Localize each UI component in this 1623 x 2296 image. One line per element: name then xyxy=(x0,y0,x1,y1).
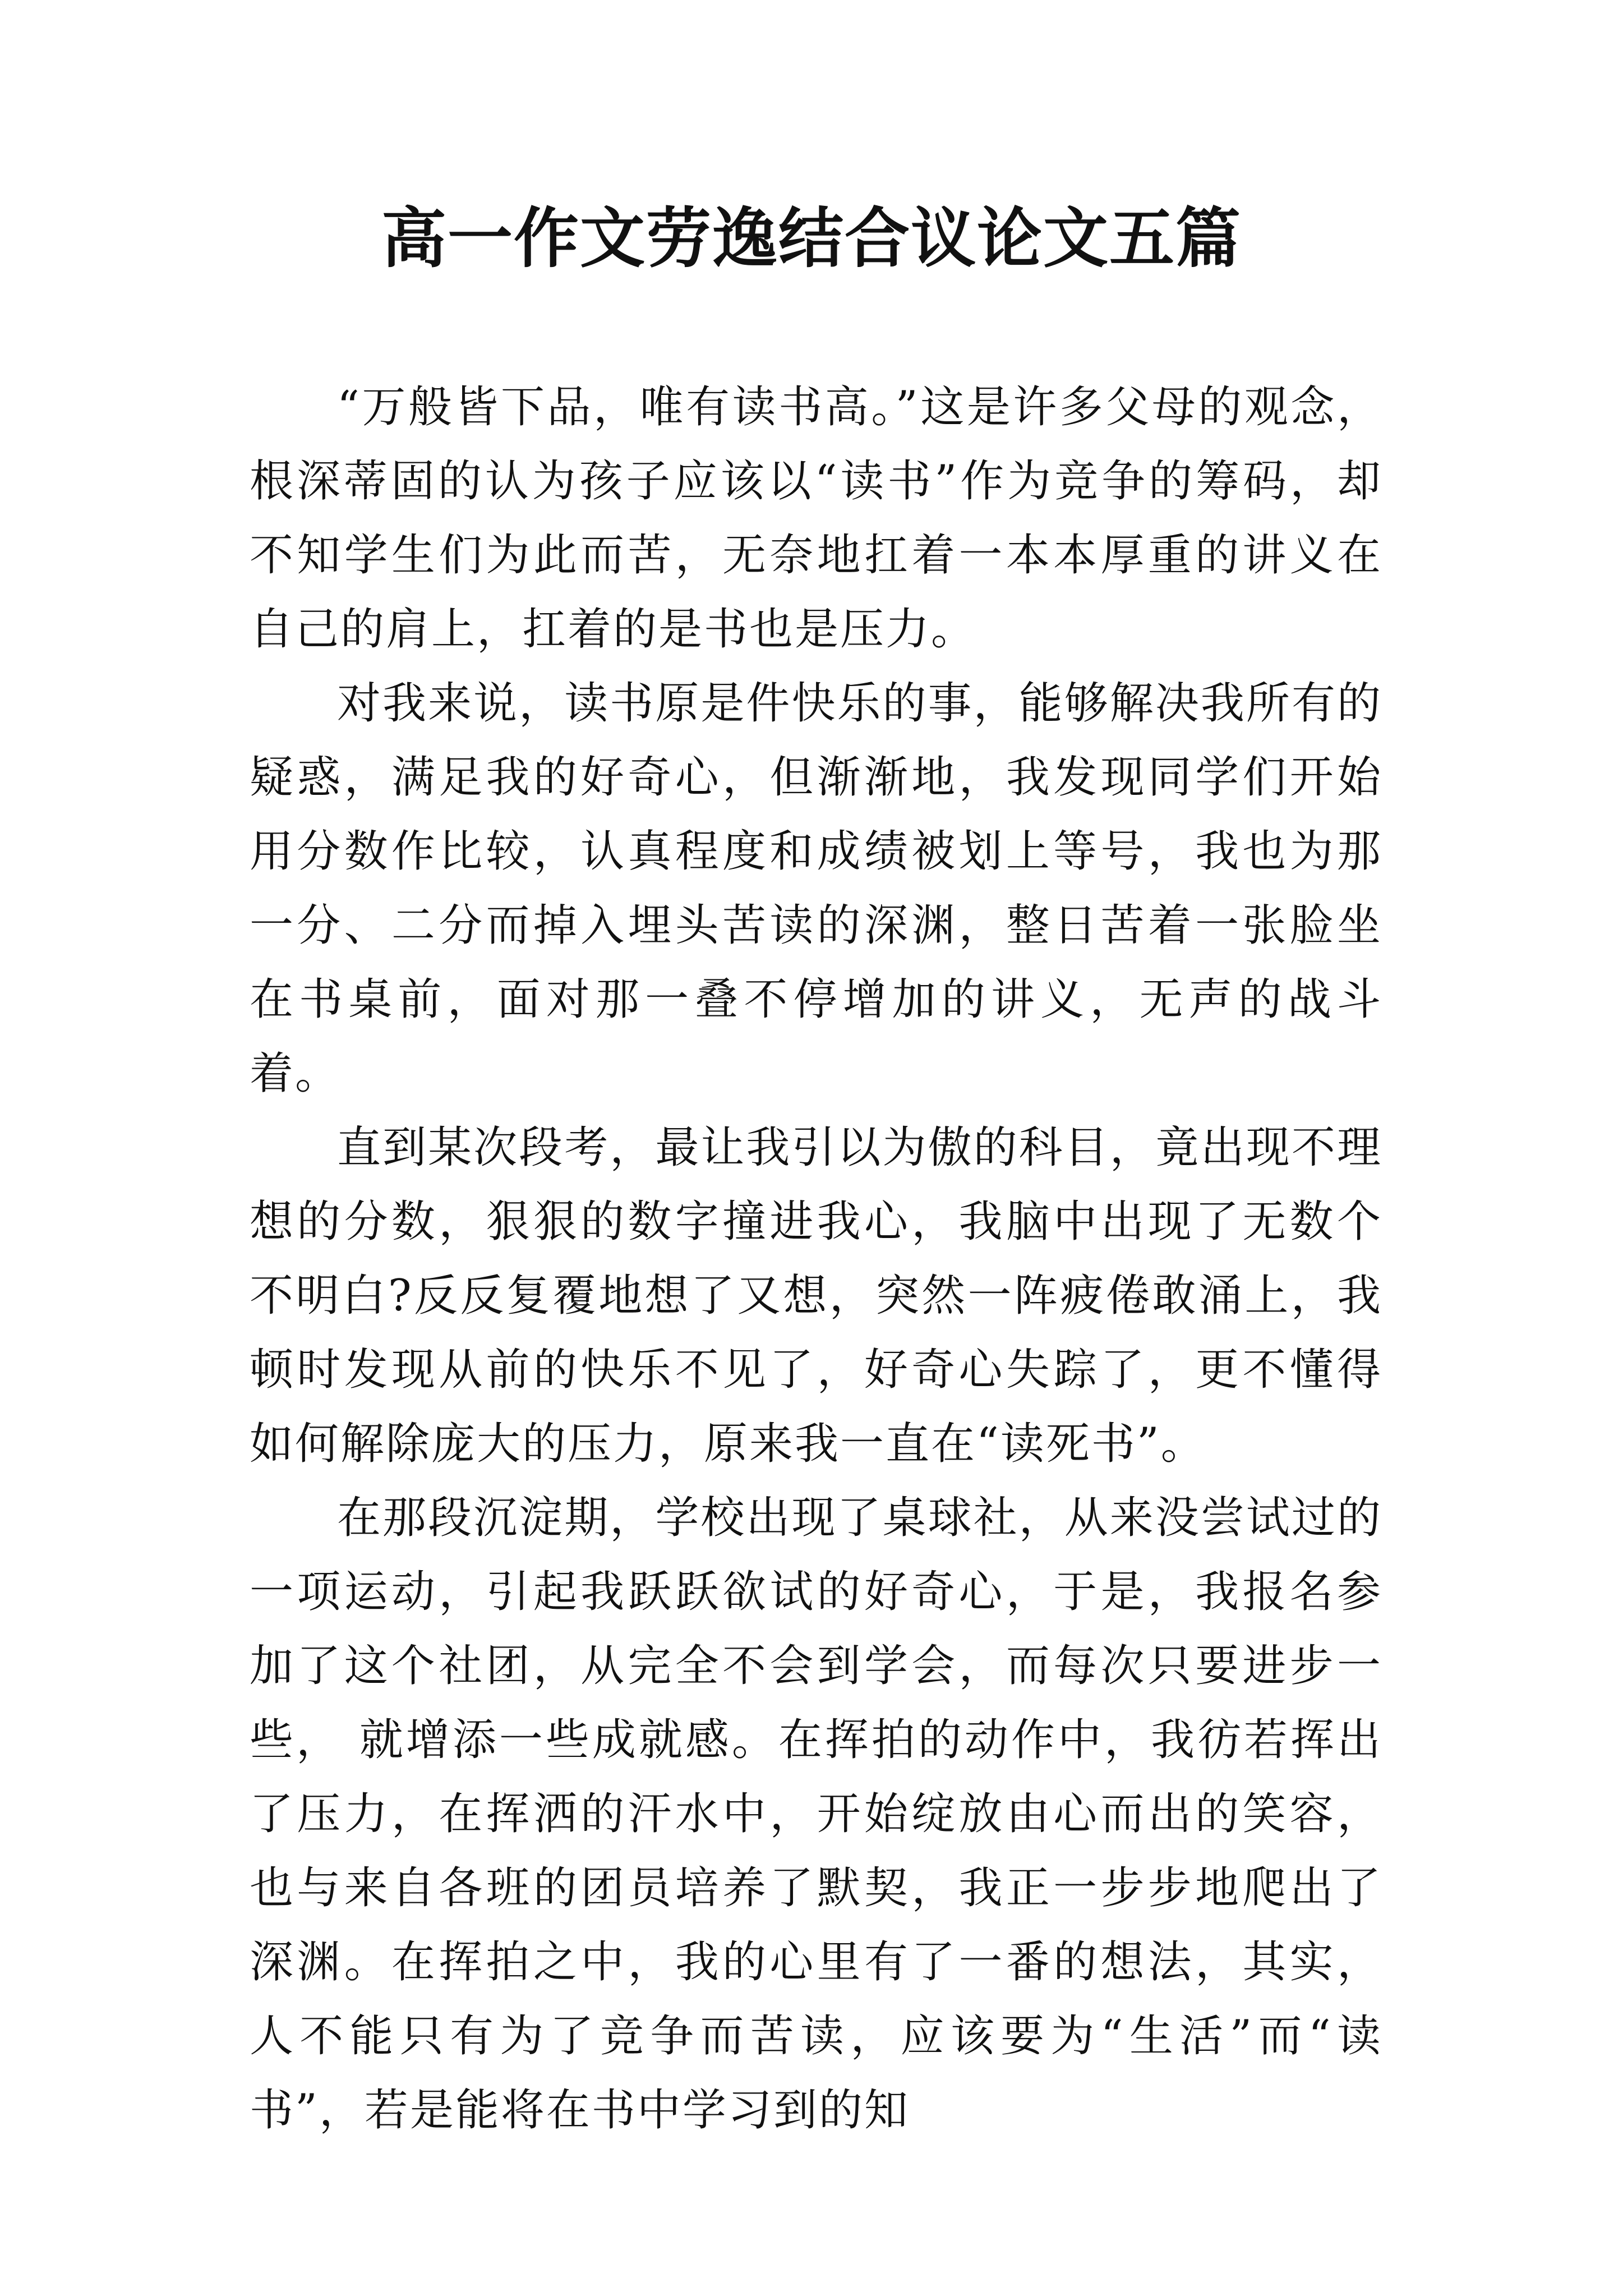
paragraph-3: 直到某次段考，最让我引以为傲的科目，竟出现不理想的分数，狠狠的数字撞进我心，我脑中出现了无数个不明白?反反复覆地想了又想，突然一阵疲倦敢涌上，我顿时发现从前的快乐不见了，好奇心失踪了，更不懂得如何解除庞大的压力，原来我一直在“读死书”。 xyxy=(250,1122,1382,1469)
paragraph-4: 在那段沉淀期，学校出现了桌球社，从来没尝试过的一项运动，引起我跃跃欲试的好奇心，于是，我报名参加了这个社团，从完全不会到学会，而每次只要进步一些， 就增添一些成就感。在挥拍的动作中，我彷若挥出了压力，在挥洒的汗水中，开始绽放由心而出的笑容，也与来自各班的团员培养了默契，我正一步步地爬出了深渊。在挥拍之中，我的心里有了一番的想法，其实，人不能只有为了竞争而苦读，应该要为“生活”而“读书”，若是能将在书中学习到的知 xyxy=(250,1493,1382,2136)
document-body xyxy=(250,370,1382,2147)
paragraph-2: 对我来说，读书原是件快乐的事，能够解决我所有的疑惑，满足我的好奇心，但渐渐地，我发现同学们开始用分数作比较，认真程度和成绩被划上等号，我也为那一分、二分而掉入埋头苦读的深渊，整日苦着一张脸坐在书桌前，面对那一叠不停增加的讲义，无声的战斗着。 xyxy=(250,678,1382,1099)
paragraph-1: “万般皆下品，唯有读书高。”这是许多父母的观念，根深蒂固的认为孩子应该以“读书”作为竞争的筹码，却不知学生们为此而苦，无奈地扛着一本本厚重的讲义在自己的肩上，扛着的是书也是压力。 xyxy=(250,382,1382,655)
document-title: 高一作文劳逸结合议论文五篇 xyxy=(381,200,1242,277)
